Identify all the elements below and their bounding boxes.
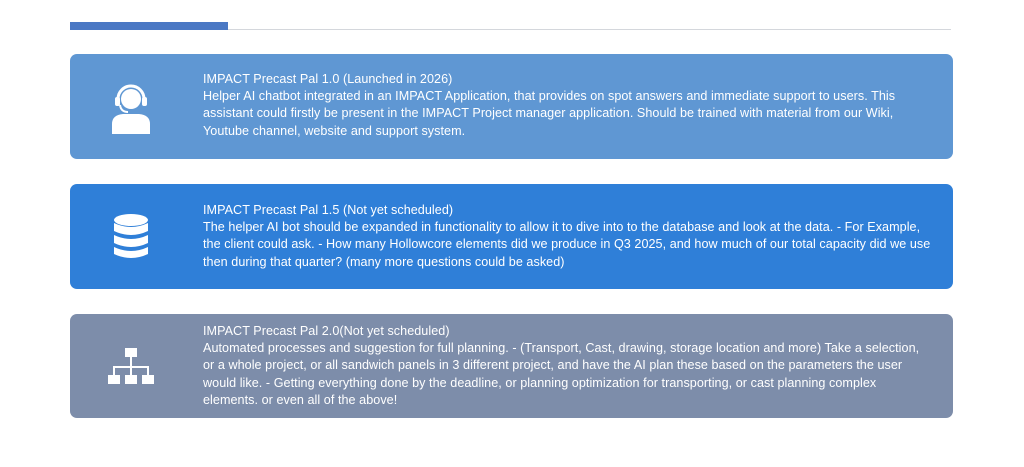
roadmap-card-precast-pal-1-0 (70, 54, 953, 159)
roadmap-card-title: IMPACT Precast Pal 1.5 (Not yet scheduled) (203, 203, 454, 217)
roadmap-card-text (203, 71, 933, 140)
header-accent-bar (70, 22, 228, 30)
database-icon (106, 209, 156, 265)
roadmap-card-precast-pal-2-0 (70, 314, 953, 418)
roadmap-card-description: Helper AI chatbot integrated in an IMPACT Application, that provides on spot answers and immediate support to users. This assistant could firstly be present in the IMPACT Project manager application. Should be trained with material from our Wiki, Youtube channel, website and support system. (203, 89, 896, 138)
roadmap-card-description: The helper AI bot should be expanded in functionality to allow it to dive into to the database and look at the data. - For Example, the client could ask. - How many Hollowcore elements did we produce in Q3 2025, and how much of our total capacity did we use then during that quarter? (many more questions could be asked) (203, 220, 931, 269)
roadmap-card-text (203, 202, 933, 271)
roadmap-card-title: IMPACT Precast Pal 1.0 (Launched in 2026) (203, 72, 453, 86)
roadmap-card-text (203, 323, 933, 409)
roadmap-card-description: Automated processes and suggestion for full planning. - (Transport, Cast, drawing, storage location and more) Take a selection, or a whole project, or all sandwich panels in 3 different project, and have the AI plan these based on the parameters the user would like. - Getting everything done by the deadline, or planning optimization for transporting, or cast planning complex elements. or even all of the above! (203, 341, 920, 407)
support-agent-icon (106, 81, 156, 137)
roadmap-card-precast-pal-1-5 (70, 184, 953, 289)
org-chart-icon (106, 339, 156, 395)
roadmap-card-title: IMPACT Precast Pal 2.0(Not yet scheduled) (203, 324, 450, 338)
